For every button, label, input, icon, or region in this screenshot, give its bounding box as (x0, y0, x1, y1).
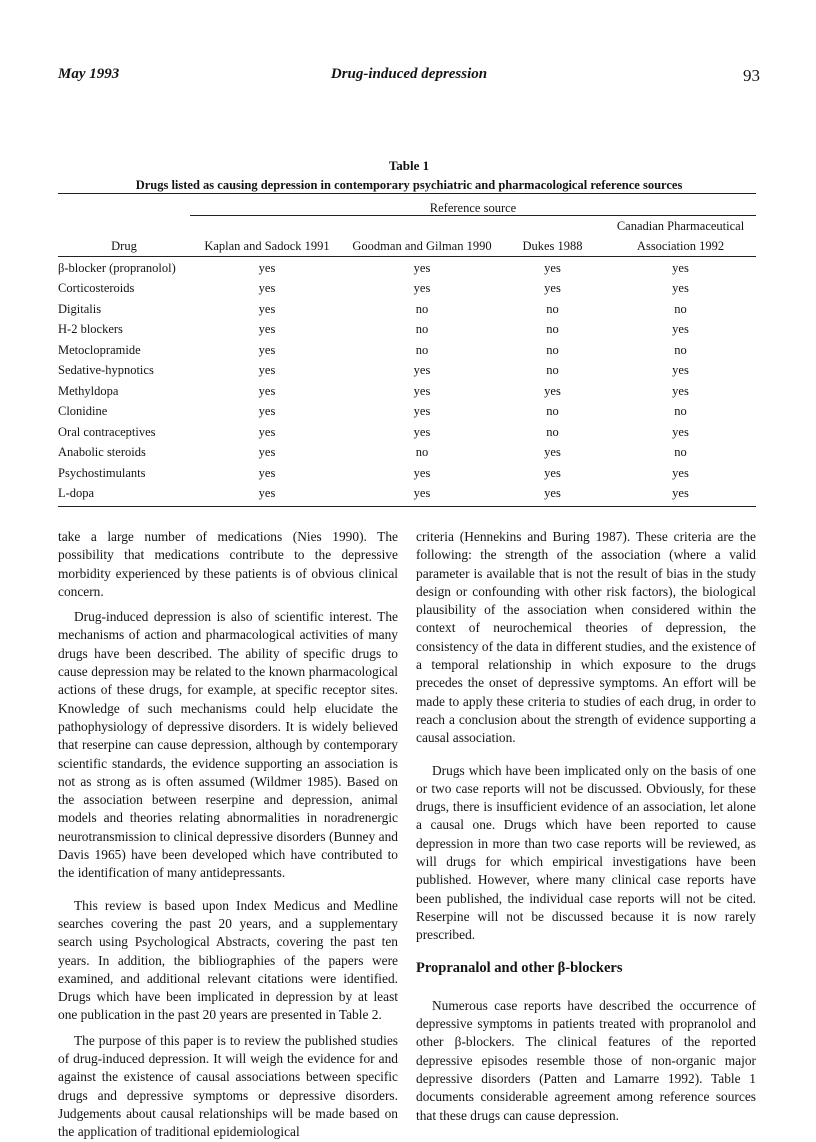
cell-cpa: yes (672, 465, 689, 480)
col-header-dukes: Dukes 1988 (522, 239, 583, 253)
cell-dukes: yes (544, 465, 561, 480)
reference-source-header: Reference source (429, 201, 517, 215)
table-header-rule (58, 256, 756, 257)
table-row (58, 422, 756, 443)
col-header-goodman: Goodman and Gilman 1990 (352, 239, 492, 253)
table-row (58, 340, 756, 361)
cell-cpa: yes (672, 486, 689, 501)
cell-goodman: yes (413, 281, 431, 296)
table-title: Drugs listed as causing depression in contemporary psychiatric and pharmacological reference sources (135, 178, 683, 192)
paragraph: take a large number of medications (Nies 1990). The possibility that medications contribute to the depressive morbidity experienced by these patients is of obvious clinical concern. (58, 529, 398, 599)
cell-kaplan: yes (258, 404, 276, 419)
paragraph: criteria (Hennekins and Buring 1987). These criteria are the following: the strength of the association (where a valid parameter is available that is not the result of bias in the study design or confounding with other risk factors), the biological plausibility of the association when considered within the context of neurochemical theories of depression, the consistency of the data in different studies, and the existence of a temporal relationship in which exposure to the drugs precedes the onset of depressive symptoms. An effort will be made to apply these criteria to studies of each drug, in order to reach a conclusion about the strength of evidence supporting a causal association. (416, 529, 756, 746)
col-header-kaplan: Kaplan and Sadock 1991 (204, 239, 330, 253)
cell-goodman: yes (413, 404, 431, 419)
body-column-right (416, 528, 756, 1125)
paragraph: Drugs which have been implicated only on the basis of one or two case reports will not be discussed. Obviously, for these drugs, there is insufficient evidence of an association, let alone a causal one. Drugs which have been reported to cause depression in more than two case reports will be reviewed, as will drugs for which empirical investigations have been published. However, where many clinical case reports have been published, the individual case reports will not be cited. Reserpine will not be discussed because it is now rarely prescribed. (416, 762, 756, 943)
table-row (58, 299, 756, 320)
cell-drug: β-blocker (propranolol) (58, 260, 176, 275)
cell-drug: Anabolic steroids (58, 445, 146, 460)
cell-drug: Corticosteroids (58, 281, 135, 296)
cell-drug: Oral contraceptives (58, 424, 156, 439)
col-header-cpa (605, 216, 756, 256)
paragraph: The purpose of this paper is to review the published studies of drug-induced depression. It will weigh the evidence for and against the existence of causal associations between specific drugs and depressive symptoms or depressive disorders. Judgements about causal relationships will be made based on the application of traditional epidemiological (58, 1032, 398, 1140)
cell-kaplan: yes (258, 363, 276, 378)
body-column-left (58, 528, 398, 1142)
cell-kaplan: yes (258, 465, 276, 480)
cell-drug: Psychostimulants (58, 465, 146, 480)
table-bottom-rule (58, 506, 756, 507)
cell-dukes: yes (544, 383, 561, 398)
cell-cpa: yes (672, 383, 689, 398)
cell-goodman: yes (413, 383, 431, 398)
cell-goodman: yes (413, 486, 431, 501)
cell-cpa: no (674, 301, 687, 316)
table-row (58, 361, 756, 382)
table-row (58, 463, 756, 484)
table-row (58, 484, 756, 505)
cell-kaplan: yes (258, 281, 276, 296)
cell-cpa: no (674, 404, 687, 419)
cell-goodman: no (415, 342, 429, 357)
page-number: 93 (743, 66, 760, 85)
table-row (58, 381, 756, 402)
cell-dukes: no (546, 363, 559, 378)
section-heading: Propranalol and other β-blockers (416, 959, 623, 976)
cell-drug: Digitalis (58, 301, 102, 316)
cell-dukes: no (546, 404, 559, 419)
cell-cpa: no (674, 342, 687, 357)
cell-kaplan: yes (258, 383, 276, 398)
cell-goodman: yes (413, 465, 431, 480)
cell-cpa: yes (672, 424, 689, 439)
cell-cpa: no (674, 445, 687, 460)
cell-dukes: yes (544, 445, 561, 460)
cell-goodman: yes (413, 260, 431, 275)
cell-cpa: yes (672, 322, 689, 337)
cell-drug: Sedative-hypnotics (58, 363, 154, 378)
cell-drug: Metoclopramide (58, 342, 141, 357)
cell-cpa: yes (672, 281, 689, 296)
table-row (58, 320, 756, 341)
cell-cpa: yes (672, 260, 689, 275)
table-row (58, 258, 756, 279)
table-row (58, 402, 756, 423)
col-header-drug: Drug (111, 239, 137, 253)
cell-kaplan: yes (258, 486, 276, 501)
cell-cpa: yes (672, 363, 689, 378)
cell-dukes: no (546, 301, 559, 316)
paragraph: Numerous case reports have described the occurrence of depressive symptoms in patients treated with propranolol and other β-blockers. The clinical features of the reported depressive episodes resemble those of non-organic major depressive disorders (Patten and Lamarre 1992). Table 1 documents considerable agreement among reference sources that these drugs can cause depression. (416, 997, 756, 1123)
cell-kaplan: yes (258, 445, 276, 460)
cell-dukes: no (546, 342, 559, 357)
cell-dukes: no (546, 424, 559, 439)
cell-goodman: no (415, 322, 429, 337)
header-running-title: Drug-induced depression (330, 66, 488, 82)
cell-drug: Methyldopa (58, 383, 119, 398)
drug-table (58, 258, 756, 504)
cell-drug: Clonidine (58, 404, 108, 419)
cell-dukes: no (546, 322, 559, 337)
cell-kaplan: yes (258, 424, 276, 439)
cell-dukes: yes (544, 260, 561, 275)
cell-goodman: no (415, 301, 429, 316)
col-header-cpa-line1: Canadian Pharmaceutical (616, 219, 745, 233)
cell-drug: L-dopa (58, 486, 95, 501)
table-row (58, 443, 756, 464)
table-caption: Table 1 (388, 158, 430, 173)
cell-kaplan: yes (258, 342, 276, 357)
paragraph: This review is based upon Index Medicus and Medline searches covering the past 20 years, and a supplementary search using Psychological Abstracts, covering the past ten years. In addition, the bibliographies of the papers were examined, and additional relevant citations were identified. Drugs which have been implicated in depression by at least one publication in the past 20 years are presented in Table 2. (58, 897, 398, 1023)
cell-kaplan: yes (258, 322, 276, 337)
cell-dukes: yes (544, 281, 561, 296)
col-header-cpa-line2: Association 1992 (636, 239, 725, 253)
cell-drug: H-2 blockers (58, 322, 123, 337)
cell-goodman: yes (413, 363, 431, 378)
running-header (58, 66, 760, 86)
cell-kaplan: yes (258, 301, 276, 316)
header-date: May 1993 (58, 66, 120, 82)
table-top-rule (58, 193, 756, 194)
cell-kaplan: yes (258, 260, 276, 275)
paragraph: Drug-induced depression is also of scientific interest. The mechanisms of action and pharmacological activities of many drugs have been described. The ability of specific drugs to cause depression may be related to the known pharmacological actions of these drugs, for example, at specific receptor sites. Knowledge of such mechanisms could help elucidate the pathophysiology of depressive disorders. It is widely believed that reserpine can cause depression, although by contemporary scientific standards, the evidence supporting an association is not as strong as is often assumed (Wildmer 1985). Based on the association between reserpine and depression, animal models and theories relating abnormalities in noradrenergic neurotransmission to clinical depressive disorders (Bunney and Davis 1965) have been developed which have contributed to the identification of many antidepressants. (58, 609, 398, 881)
cell-goodman: no (415, 445, 429, 460)
cell-dukes: yes (544, 486, 561, 501)
table-row (58, 279, 756, 300)
cell-goodman: yes (413, 424, 431, 439)
